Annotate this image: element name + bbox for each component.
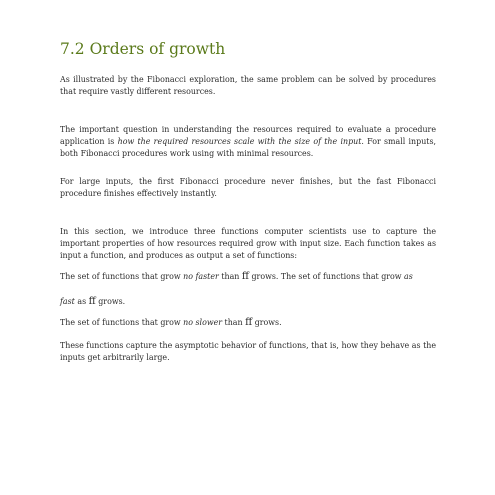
paragraph-text: grows. The set of functions that grow <box>248 272 405 281</box>
paragraph-three-functions: In this section, we introduce three functions computer scientists use to capture the important properties of how resources required grow with input size. Each function takes as input a function, and produces as output a set of functions: <box>60 227 436 260</box>
paragraph-set-no-slower <box>60 317 436 329</box>
paragraph-text: . For small inputs, both Fibonacci procedures work using with minimal resources. <box>60 137 437 158</box>
paragraph-text: than <box>222 318 246 327</box>
emphasis-text: no slower <box>183 318 223 327</box>
paragraph-text: grows. <box>252 318 282 327</box>
paragraph-important-question <box>60 124 436 160</box>
function-symbol: ff <box>241 271 249 282</box>
emphasis-text: as <box>404 272 413 281</box>
paragraph-asymptotic: These functions capture the asymptotic behavior of functions, that is, how they behave as the inputs get arbitrarily large. <box>60 341 436 362</box>
paragraph-text: The set of functions that grow <box>60 318 184 327</box>
paragraph-text: The set of functions that grow <box>60 272 184 281</box>
paragraph-text: The important question in understanding the resources required to evaluate a procedure application is <box>60 125 436 146</box>
paragraph-set-no-faster <box>60 271 436 283</box>
function-symbol: ff <box>88 296 96 307</box>
paragraph-set-as-fast <box>60 296 436 308</box>
paragraph-text: as <box>74 297 89 306</box>
emphasis-text: no faster <box>183 272 219 281</box>
paragraph-intro: As illustrated by the Fibonacci exploration, the same problem can be solved by procedures that require vastly different resources. <box>60 75 436 96</box>
section-heading: 7.2 Orders of growth <box>60 40 226 58</box>
function-symbol: ff <box>245 317 253 328</box>
paragraph-large-inputs: For large inputs, the first Fibonacci procedure never finishes, but the fast Fibonacci procedure finishes effectively instantly. <box>60 177 436 198</box>
paragraph-text: grows. <box>95 297 126 306</box>
emphasis-text: how the required resources scale with the size of the input <box>117 137 362 146</box>
emphasis-text: fast <box>60 297 75 306</box>
paragraph-text: than <box>218 272 242 281</box>
